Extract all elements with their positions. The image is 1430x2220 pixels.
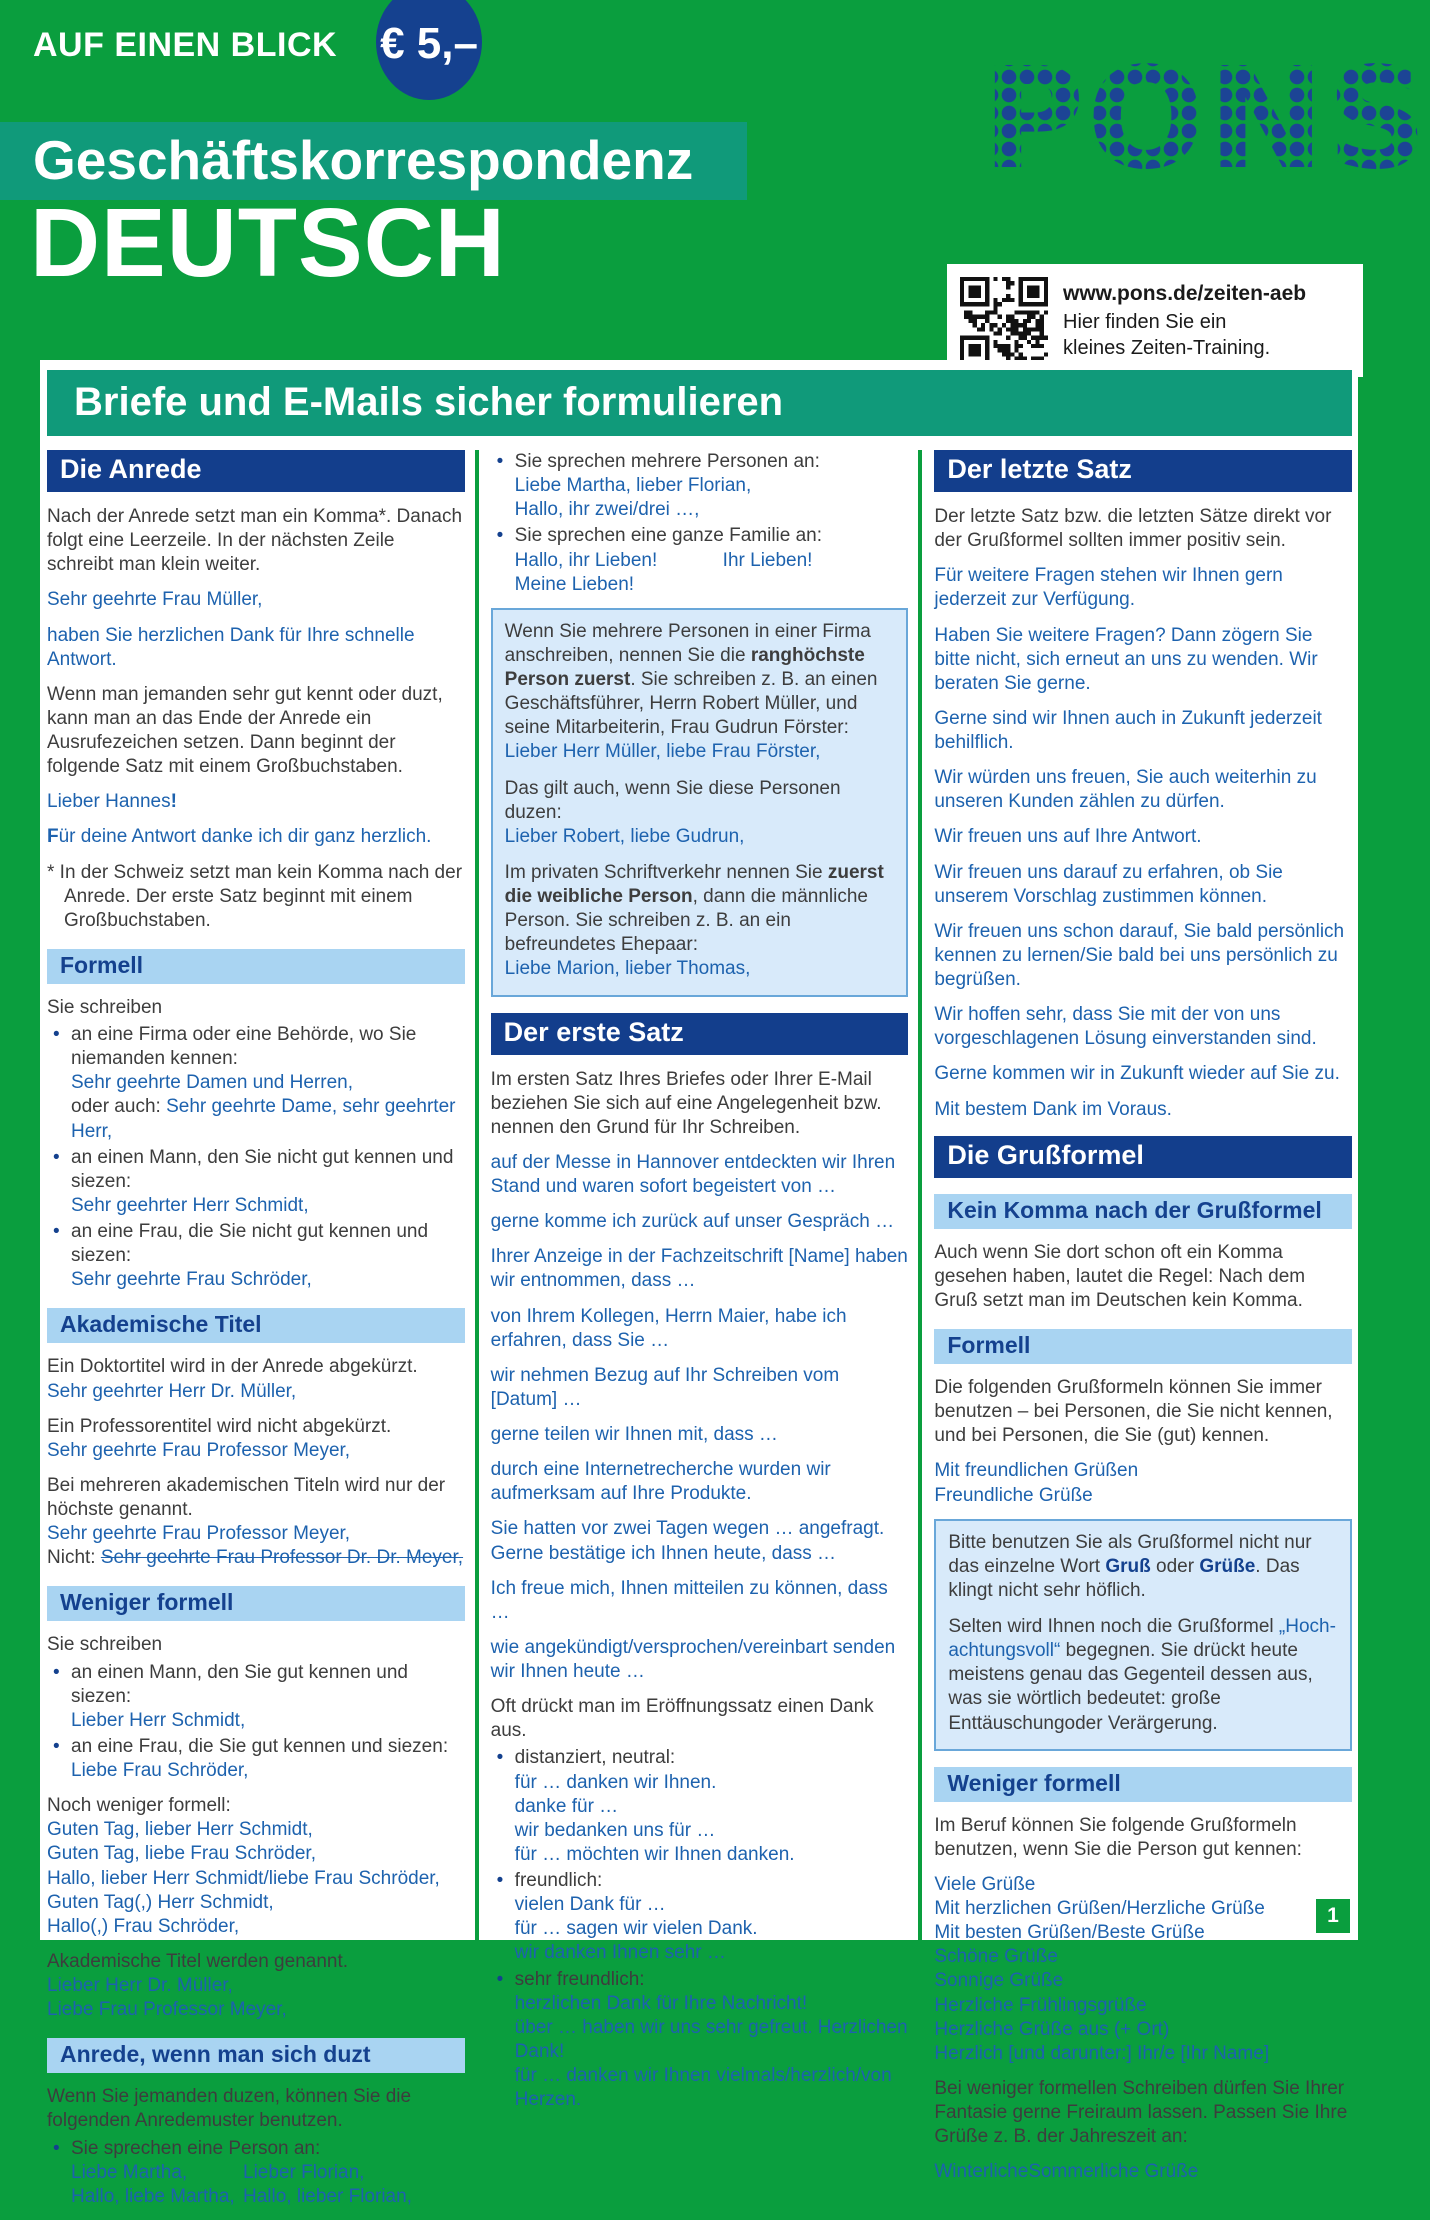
text-run: Gerne kommen wir in Zukunft wieder auf Sie zu. <box>934 1063 1340 1085</box>
bullet-item <box>515 1746 909 1867</box>
paragraph <box>934 920 1352 992</box>
paragraph <box>934 505 1352 553</box>
pons-logo: PONS <box>982 38 1430 201</box>
text-run: über … haben wir uns sehr gefreut. Herzlichen Dank! <box>514 2016 908 2062</box>
info-box <box>934 1519 1352 1751</box>
text-run: durch eine Internetrecherche wurden wir aufmerksam auf Ihre Produkte. <box>490 1459 831 1505</box>
text-run: Herzliche Frühlingsgrüße <box>934 1994 1147 2016</box>
sub-header: Formell <box>934 1329 1352 1364</box>
column-divider <box>475 450 479 2220</box>
text-run: Hallo, liebe Martha, <box>71 2185 235 2207</box>
text-run: Schöne Grüße <box>934 1946 1058 1968</box>
column-anrede <box>47 450 465 2220</box>
paragraph <box>934 1873 1352 2066</box>
text-run: Guten Tag(,) Herr Schmidt, <box>47 1891 274 1913</box>
column-letzter-satz <box>934 450 1352 2220</box>
bullet-list <box>491 450 909 597</box>
text-run: für … danken wir Ihnen vielmals/herzlich/von Herzen. <box>514 2065 892 2111</box>
text-run: Hallo, lieber Florian, <box>243 2185 412 2207</box>
text-run: Nach der Anrede setzt man ein Komma*. Danach folgt eine Leerzeile. In der nächsten Zeile schreibt man klein weiter. <box>47 506 463 576</box>
bullet-list <box>47 1023 465 1292</box>
bullet-item <box>515 1869 909 1966</box>
text-run: Oft drückt man im Eröffnungssatz einen Dank aus. <box>490 1696 874 1742</box>
qr-code-icon <box>960 277 1048 365</box>
text-run: Lieber Herr Müller, liebe Frau Förster, <box>504 741 821 763</box>
text-run: Liebe Martha, <box>71 2161 188 2183</box>
bullet-item <box>71 1735 465 1783</box>
text-run: Selten wird Ihnen noch die Grußformel <box>948 1616 1279 1637</box>
paragraph <box>47 790 465 814</box>
text-run: Sie schreiben <box>47 1634 163 1656</box>
paragraph <box>505 620 895 765</box>
bullet-item <box>71 2137 465 2209</box>
paragraph <box>505 777 895 849</box>
text-run: Sehr geehrte Frau Müller, <box>47 589 263 611</box>
text-run: Viele Grüße <box>934 1873 1036 1895</box>
text-run: Wir hoffen sehr, dass Sie mit der von uns vorgeschlagenen Lösung einverstanden sind. <box>934 1004 1317 1050</box>
text-run: Das gilt auch, wenn Sie diese Personen duzen: <box>504 777 841 823</box>
text-run: * In der Schweiz setzt man kein Komma nach der Anrede. Der erste Satz beginnt mit einem Großbuchstaben. <box>47 861 463 931</box>
bullet-item <box>71 1146 465 1218</box>
bullet-item <box>71 1220 465 1292</box>
text-run: Nicht: <box>47 1547 101 1569</box>
text-run: von Ihrem Kollegen, Herrn Maier, habe ich erfahren, dass Sie … <box>490 1305 847 1351</box>
paragraph <box>934 1376 1352 1448</box>
paragraph <box>934 1241 1352 1313</box>
text-run: Guten Tag, liebe Frau Schröder, <box>47 1843 316 1865</box>
bullet-list <box>47 1661 465 1784</box>
text-run: Im privaten Schriftverkehr nennen Sie <box>504 861 828 883</box>
text-run: auf der Messe in Hannover entdeckten wir Ihren Stand und waren sofort begeistert von … <box>490 1151 896 1197</box>
text-run: wie angekündigt/versprochen/vereinbart senden wir Ihnen heute … <box>490 1636 896 1682</box>
bullet-item <box>71 1661 465 1733</box>
paragraph <box>47 1794 465 1939</box>
text-run: Lieber Hannes <box>47 791 171 813</box>
info-box <box>491 608 909 997</box>
text-run: Die folgenden Grußformeln können Sie immer benutzen – bei Personen, die Sie nicht kennen, und bei Personen, die Sie (gut) kennen. <box>934 1377 1333 1447</box>
columns-wrapper <box>47 450 1352 2220</box>
text-run: Im Beruf können Sie folgende Grußformeln benutzen, wenn Sie die Person gut kennen: <box>934 1814 1302 1860</box>
text-run: freundlich: <box>514 1870 603 1891</box>
paragraph <box>47 1950 465 2022</box>
paragraph <box>491 1245 909 1293</box>
text-run: Wenn Sie jemanden duzen, können Sie die folgenden Anredemuster benutzen. <box>47 2086 412 2132</box>
paragraph <box>934 766 1352 814</box>
paragraph <box>934 624 1352 696</box>
text-run: für … danken wir Ihnen. <box>514 1771 717 1793</box>
text-run: Bei weniger formellen Schreiben dürfen Sie Ihrer Fantasie gerne Freiraum lassen. Passen Sie Ihre Grüße z. B. der Jahreszeit an: <box>934 2077 1348 2148</box>
sub-header: Weniger formell <box>47 1586 465 1621</box>
paragraph <box>491 1364 909 1412</box>
text-run: Grüße <box>1199 1555 1256 1577</box>
text-run: für … sagen wir vielen Dank. <box>514 1918 758 1940</box>
text-run: WinterlicheSommerliche Grüße <box>934 2161 1199 2183</box>
text-run: Guten Tag, lieber Herr Schmidt, <box>47 1819 313 1841</box>
kicker-title: AUF EINEN BLICK <box>33 26 338 64</box>
text-run: Wir freuen uns auf Ihre Antwort. <box>934 826 1202 848</box>
text-run: Bitte benutzen Sie als Grußformel nicht nur das einzelne Wort <box>948 1531 1312 1577</box>
paragraph <box>47 1355 465 1403</box>
text-run: Herzlich [und darunter:] Ihr/e [Ihr Name] <box>934 2042 1270 2064</box>
text-run: herzlichen Dank für Ihre Nachricht! <box>514 1992 808 2014</box>
paragraph <box>47 1633 465 1657</box>
sub-header: Formell <box>47 949 465 984</box>
text-run: wir danken Ihnen sehr … <box>514 1942 726 1964</box>
paragraph <box>491 1458 909 1506</box>
text-run: distanziert, neutral: <box>514 1747 676 1769</box>
page-title: Briefe und E-Mails sicher formulieren <box>47 370 1352 436</box>
text-run: Herzliche Grüße aus (+ Ort) <box>934 2018 1170 2040</box>
sub-header: Kein Komma nach der Grußformel <box>934 1194 1352 1229</box>
text-run: . Das klingt nicht sehr höflich. <box>948 1555 1300 1601</box>
text-run: F <box>47 826 59 848</box>
text-run: danke für … <box>514 1795 619 1817</box>
paragraph <box>491 1210 909 1234</box>
text-run: . Sie schreiben z. B. an einen Geschäftsführer, Herrn Robert Müller, und seine Mitarbeiterin, Frau Gudrun Förster: <box>504 669 878 739</box>
text-run: Akademische Titel werden genannt. <box>47 1950 349 1972</box>
paragraph <box>47 588 465 612</box>
price-text: € 5,– <box>380 19 478 68</box>
paragraph <box>47 825 465 849</box>
text-run: Sehr geehrte Frau Professor Meyer, <box>47 1523 351 1545</box>
paragraph <box>491 1695 909 1743</box>
text-run: Freundliche Grüße <box>934 1484 1093 1506</box>
text-run: an einen Mann, den Sie nicht gut kennen und siezen: <box>71 1146 454 1192</box>
qr-caption-line1: Hier finden Sie ein <box>1063 310 1227 333</box>
text-run: an einen Mann, den Sie gut kennen und siezen: <box>71 1661 408 1707</box>
qr-caption <box>1063 280 1306 360</box>
paragraph <box>491 1517 909 1565</box>
text-run: Ein Doktortitel wird in der Anrede abgekürzt. <box>47 1356 418 1378</box>
text-run: Lieber Herr Dr. Müller, <box>47 1975 233 1996</box>
text-run: wir bedanken uns für … <box>514 1819 716 1841</box>
text-run: wir nehmen Bezug auf Ihr Schreiben vom [Datum] … <box>490 1364 840 1410</box>
paragraph <box>948 1531 1338 1603</box>
text-run: Hallo, lieber Herr Schmidt/liebe Frau Schröder, <box>47 1867 440 1889</box>
text-run: Im ersten Satz Ihres Briefes oder Ihrer E-Mail beziehen Sie sich auf eine Angelegenheit bzw. nennen den Grund für Ihr Schreiben. <box>490 1068 882 1138</box>
paragraph <box>934 1062 1352 1086</box>
text-run: Wir würden uns freuen, Sie auch weiterhin zu unseren Kunden zählen zu dürfen. <box>934 767 1317 813</box>
price-badge <box>376 0 482 100</box>
text-run: Ich freue mich, Ihnen mitteilen zu können, dass … <box>490 1577 888 1623</box>
text-run: Wenn man jemanden sehr gut kennt oder duzt, kann man an das Ende der Anrede ein Ausrufezeichen setzen. Dann beginnt der folgende Satz mit einem Großbuchstaben. <box>47 683 443 778</box>
paragraph <box>47 1415 465 1463</box>
paragraph <box>47 1474 465 1571</box>
text-run: begegnen. Sie drückt heute meistens genau das Gegenteil dessen aus, was sie wörtlich bedeutet: große Enttäuschungoder Verärgerung. <box>948 1640 1313 1734</box>
text-run: Sehr geehrte Damen und Herren, <box>71 1072 353 1094</box>
text-run: Mit herzlichen Grüßen/Herzliche Grüße <box>934 1898 1265 1919</box>
text-run: vielen Dank für … <box>514 1894 666 1916</box>
bullet-item <box>515 1968 909 2113</box>
bullet-item <box>71 1023 465 1144</box>
bullet-item <box>515 450 909 522</box>
text-run: Gerne sind wir Ihnen auch in Zukunft jederzeit behilflich. <box>934 707 1322 753</box>
qr-link: www.pons.de/zeiten-aeb <box>1063 282 1307 306</box>
text-run: gerne teilen wir Ihnen mit, dass … <box>490 1424 778 1445</box>
text-run: Ein Professorentitel wird nicht abgekürzt. <box>47 1415 392 1437</box>
paragraph <box>47 2085 465 2133</box>
text-run: Lieber Herr Schmidt, <box>71 1709 246 1731</box>
text-run: „Hochachtungsvoll“ <box>948 1616 1336 1662</box>
paragraph <box>491 1636 909 1684</box>
text-run: ür deine Antwort danke ich dir ganz herzlich. <box>58 826 432 848</box>
paragraph <box>934 2160 1352 2184</box>
series-title: Geschäftskorrespondenz <box>33 129 694 191</box>
text-run: Mit bestem Dank im Voraus. <box>934 1098 1172 1120</box>
text-run: für … möchten wir Ihnen danken. <box>514 1843 795 1865</box>
text-run: Hallo, ihr zwei/drei …, <box>514 499 700 521</box>
content-area <box>40 360 1358 2207</box>
text-run: Hallo, ihr Lieben! <box>514 549 658 571</box>
text-run: ranghöchste Person zuerst <box>504 644 865 690</box>
text-run: Liebe Marion, lieber Thomas, <box>504 958 751 980</box>
bullet-list <box>47 2137 465 2209</box>
paragraph <box>47 861 465 933</box>
text-run: ! <box>170 791 177 813</box>
paragraph <box>934 1003 1352 1051</box>
paragraph <box>47 683 465 780</box>
text-run: Sie hatten vor zwei Tagen wegen … angefragt. Gerne bestätige ich Ihnen heute, dass … <box>490 1518 885 1564</box>
text-run: oder auch: <box>71 1096 167 1118</box>
text-run: Ihrer Anzeige in der Fachzeitschrift [Name] haben wir entnommen, dass … <box>490 1246 908 1292</box>
section-header: Der erste Satz <box>491 1013 909 1055</box>
text-run: Lieber Robert, liebe Gudrun, <box>504 825 745 847</box>
text-run: Auch wenn Sie dort schon oft ein Komma gesehen haben, lautet die Regel: Nach dem Gruß setzt man im Deutschen kein Komma. <box>934 1241 1306 1311</box>
paragraph <box>491 1068 909 1140</box>
paragraph <box>491 1577 909 1625</box>
text-run: Sie sprechen eine ganze Familie an: <box>514 525 823 547</box>
sub-header: Akademische Titel <box>47 1308 465 1343</box>
text-run: Ihr Lieben! <box>722 549 813 571</box>
text-run: Bei mehreren akademischen Titeln wird nur der höchste genannt. <box>47 1474 446 1520</box>
paragraph <box>47 996 465 1020</box>
paragraph <box>934 564 1352 612</box>
text-run: Noch weniger formell: <box>47 1795 231 1817</box>
sub-header: Anrede, wenn man sich duzt <box>47 2038 465 2073</box>
paragraph <box>505 861 895 982</box>
text-run: Mit freundlichen Grüßen <box>934 1460 1139 1482</box>
text-run: haben Sie herzlichen Dank für Ihre schnelle Antwort. <box>47 624 415 670</box>
text-run: Sie sprechen mehrere Personen an: <box>514 451 820 472</box>
text-run: an eine Frau, die Sie gut kennen und siezen: <box>71 1735 449 1757</box>
text-run: Sehr geehrte Dame, sehr geehrter Herr, <box>71 1096 456 1142</box>
bullet-item <box>515 524 909 596</box>
text-run: Wir freuen uns schon darauf, Sie bald persönlich kennen zu lernen/Sie bald bei uns persönlich zu begrüßen. <box>934 920 1345 990</box>
text-run: , dann die männliche Person. Sie schreiben z. B. an ein befreundetes Ehepaar: <box>504 886 868 956</box>
paragraph <box>934 2077 1352 2149</box>
page-number-badge: 1 <box>1316 1899 1350 1933</box>
sub-header: Weniger formell <box>934 1767 1352 1802</box>
text-run: Sonnige Grüße <box>934 1970 1064 1992</box>
text-run: Mit besten Grüßen/Beste Grüße <box>934 1922 1205 1944</box>
text-run: oder <box>1150 1555 1200 1577</box>
section-header: Die Anrede <box>47 450 465 492</box>
text-run: zuerst die weibliche Person <box>504 861 884 907</box>
paragraph <box>491 1305 909 1353</box>
text-run: Sehr geehrte Frau Professor Meyer, <box>47 1439 351 1461</box>
qr-caption-line2: kleines Zeiten-Training. <box>1063 336 1271 359</box>
language-title: DEUTSCH <box>30 188 506 297</box>
text-run: sehr freundlich: <box>514 1968 645 1990</box>
text-run: Liebe Frau Schröder, <box>71 1760 249 1781</box>
paragraph <box>934 1459 1352 1507</box>
text-run: Sie sprechen eine Person an: <box>71 2137 321 2159</box>
text-run: an eine Firma oder eine Behörde, wo Sie niemanden kennen: <box>71 1024 417 1070</box>
text-run: Hallo(,) Frau Schröder, <box>47 1915 240 1937</box>
text-run: Wir freuen uns darauf zu erfahren, ob Sie unserem Vorschlag zustimmen können. <box>934 861 1283 907</box>
text-run: an eine Frau, die Sie nicht gut kennen und siezen: <box>71 1221 429 1267</box>
text-run: Sehr geehrter Herr Dr. Müller, <box>47 1380 297 1402</box>
text-run: Liebe Martha, lieber Florian, <box>514 475 752 497</box>
text-run: Sehr geehrte Frau Schröder, <box>71 1269 312 1291</box>
paragraph <box>47 624 465 672</box>
paragraph <box>491 1423 909 1447</box>
paragraph <box>934 707 1352 755</box>
paragraph <box>934 1814 1352 1862</box>
text-run: Der letzte Satz bzw. die letzten Sätze direkt vor der Grußformel sollten immer positiv sein. <box>934 506 1332 552</box>
text-run: Meine Lieben! <box>514 573 635 595</box>
paragraph <box>948 1615 1338 1736</box>
bullet-list <box>491 1746 909 2112</box>
paragraph <box>934 861 1352 909</box>
section-header: Der letzte Satz <box>934 450 1352 492</box>
text-run: Sehr geehrter Herr Schmidt, <box>71 1194 309 1216</box>
column-divider <box>918 450 922 2220</box>
text-run: Liebe Frau Professor Meyer, <box>47 1999 287 2021</box>
text-run: Lieber Florian, <box>243 2161 365 2183</box>
text-run: Gruß <box>1105 1555 1151 1577</box>
paragraph <box>491 1151 909 1199</box>
text-run: Für weitere Fragen stehen wir Ihnen gern jederzeit zur Verfügung. <box>934 565 1283 611</box>
text-run: Haben Sie weitere Fragen? Dann zögern Sie bitte nicht, sich erneut an uns zu wenden. Wir beraten Sie gerne. <box>934 624 1318 694</box>
paragraph <box>934 825 1352 849</box>
section-header: Die Grußformel <box>934 1136 1352 1178</box>
paragraph <box>934 1098 1352 1122</box>
text-run: Wenn Sie mehrere Personen in einer Firma anschreiben, nennen Sie die <box>504 620 871 666</box>
text-run: Sie schreiben <box>47 996 163 1018</box>
text-run: Sehr geehrte Frau Professor Dr. Dr. Meyer, <box>100 1547 464 1569</box>
text-run: gerne komme ich zurück auf unser Gespräch … <box>490 1211 895 1233</box>
column-erster-satz <box>491 450 909 2220</box>
paragraph <box>47 505 465 577</box>
